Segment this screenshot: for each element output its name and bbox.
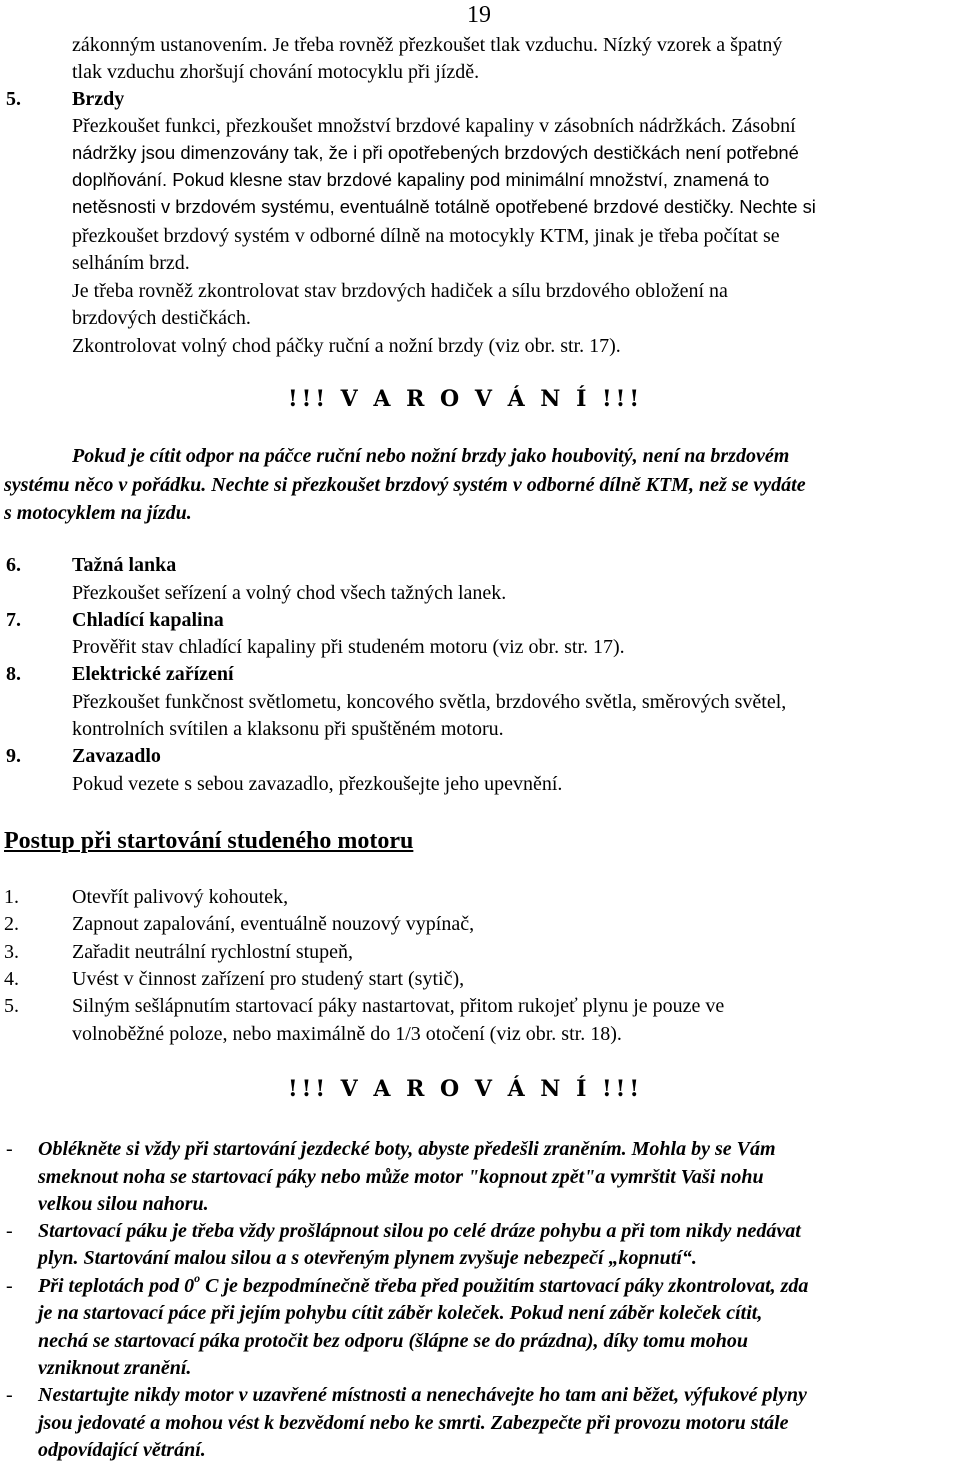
warning-item-line: Nestartujte nikdy motor v uzavřené místnosti a nenechávejte ho tam ani běžet, výfukové plyny — [38, 1384, 807, 1406]
section-text-line: Přezkoušet funkčnost světlometu, koncového světla, brzdového světla, směrových světel, — [72, 691, 787, 713]
warning-item-line: smeknout noha se startovací páky nebo může motor "kopnout zpět"a vymrštit Vaši nohu — [38, 1166, 764, 1188]
bullet-dash: - — [6, 1275, 13, 1297]
degree-superscript: o — [194, 1271, 201, 1285]
step-number: 4. — [4, 968, 19, 990]
section-number: 8. — [6, 663, 21, 685]
warning-item-line — [38, 1271, 809, 1297]
warning-item-text: C je bezpodmínečně třeba před použitím startovací páky zkontrolovat, zda — [200, 1275, 809, 1297]
warning-item-line: je na startovací páce při jejím pohybu cítit záběr koleček. Pokud není záběr koleček cítit, — [38, 1302, 763, 1324]
step-number: 3. — [4, 941, 19, 963]
brakes-text-line: přezkoušet brzdový systém v odborné dílně na motocykly KTM, jinak je třeba počítat se — [72, 225, 780, 247]
section-text-line: Prověřit stav chladící kapaliny při studeném motoru (viz obr. str. 17). — [72, 636, 625, 658]
section-number: 9. — [6, 745, 21, 767]
warning-text-line: Pokud je cítit odpor na páčce ruční nebo nožní brzdy jako houbovitý, není na brzdovém — [72, 445, 790, 467]
step-number: 5. — [4, 995, 19, 1017]
warning-title: !!! V A R O V Á N Í !!! — [288, 1076, 644, 1102]
intro-line: tlak vzduchu zhoršují chování motocyklu při jízdě. — [72, 61, 480, 83]
section-number: 7. — [6, 609, 21, 631]
section-text-line: Přezkoušet seřízení a volný chod všech tažných lanek. — [72, 582, 507, 604]
bullet-dash: - — [6, 1384, 13, 1406]
warning-item-line: Oblékněte si vždy při startování jezdecké boty, abyste předešli zraněním. Mohla by se Vám — [38, 1138, 776, 1160]
warning-item-line: nechá se startovací páka protočit bez odporu (šlápne se do prázdna), díky tomu mohou — [38, 1330, 749, 1352]
step-text: Silným sešlápnutím startovací páky nastartovat, přitom rukojeť plynu je pouze ve — [72, 995, 725, 1017]
bullet-dash: - — [6, 1220, 13, 1242]
section-title: Chladící kapalina — [72, 609, 224, 631]
brakes-text-line: Je třeba rovněž zkontrolovat stav brzdových hadiček a sílu brzdového obložení na — [72, 280, 728, 302]
section-title: Tažná lanka — [72, 554, 177, 576]
section-title: Elektrické zařízení — [72, 663, 234, 685]
warning-item-line: velkou silou nahoru. — [38, 1193, 209, 1215]
section-title: Zavazadlo — [72, 745, 161, 767]
warning-text-line: s motocyklem na jízdu. — [4, 502, 192, 524]
warning-text-line: systému něco v pořádku. Nechte si přezkoušet brzdový systém v odborné dílně KTM, než se vydáte — [4, 474, 806, 496]
brakes-text-line: Zkontrolovat volný chod páčky ruční a nožní brzdy (viz obr. str. 17). — [72, 335, 621, 357]
brakes-text-line: Přezkoušet funkci, přezkoušet množství brzdové kapaliny v zásobních nádržkách. Zásobní — [72, 115, 796, 137]
brakes-text-line: selháním brzd. — [72, 252, 190, 274]
section-number: 5. — [6, 88, 21, 110]
step-text: Zapnout zapalování, eventuálně nouzový vypínač, — [72, 913, 475, 935]
section-number: 6. — [6, 554, 21, 576]
bullet-dash: - — [6, 1138, 13, 1160]
page-number: 19 — [467, 2, 491, 28]
warning-item-text: Při teplotách pod 0 — [38, 1275, 195, 1297]
cold-start-heading: Postup při startování studeného motoru — [4, 828, 414, 854]
warning-item-line: jsou jedovaté a mohou vést k bezvědomí nebo ke smrti. Zabezpečte při provozu motoru stále — [38, 1412, 789, 1434]
section-text-line: Pokud vezete s sebou zavazadlo, přezkoušejte jeho upevnění. — [72, 773, 563, 795]
warning-item-line: vzniknout zranění. — [38, 1357, 192, 1379]
warning-title: !!! V A R O V Á N Í !!! — [288, 386, 644, 412]
intro-line: zákonným ustanovením. Je třeba rovněž přezkoušet tlak vzduchu. Nízký vzorek a špatný — [72, 34, 783, 56]
warning-item-line: plyn. Startování malou silou a s otevřeným plynem zvyšuje nebezpečí „kopnutí“. — [38, 1247, 697, 1269]
step-text: Otevřít palivový kohoutek, — [72, 886, 289, 908]
section-text-line: kontrolních svítilen a klaksonu při spuštěném motoru. — [72, 718, 504, 740]
warning-item-line: Startovací páku je třeba vždy prošlápnout silou po celé dráze pohybu a při tom nikdy nedávat — [38, 1220, 801, 1242]
section-title: Brzdy — [72, 88, 125, 110]
step-number: 1. — [4, 886, 19, 908]
step-text: Uvést v činnost zařízení pro studený start (sytič), — [72, 968, 465, 990]
step-number: 2. — [4, 913, 19, 935]
brakes-text-line: doplňování. Pokud klesne stav brzdové kapaliny pod minimální množství, znamená to — [72, 169, 770, 190]
brakes-text-line: nádržky jsou dimenzovány tak, že i při opotřebených brzdových destičkách není potřebné — [72, 142, 799, 163]
warning-item-line: odpovídající větrání. — [38, 1439, 206, 1461]
brakes-text-line: netěsnosti v brzdovém systému, eventuálně totálně opotřebené brzdové destičky. Nechte si — [72, 196, 816, 217]
step-text: Zařadit neutrální rychlostní stupeň, — [72, 941, 354, 963]
step-text: volnoběžné poloze, nebo maximálně do 1/3 otočení (viz obr. str. 18). — [72, 1023, 622, 1045]
brakes-text-line: brzdových destičkách. — [72, 307, 251, 329]
